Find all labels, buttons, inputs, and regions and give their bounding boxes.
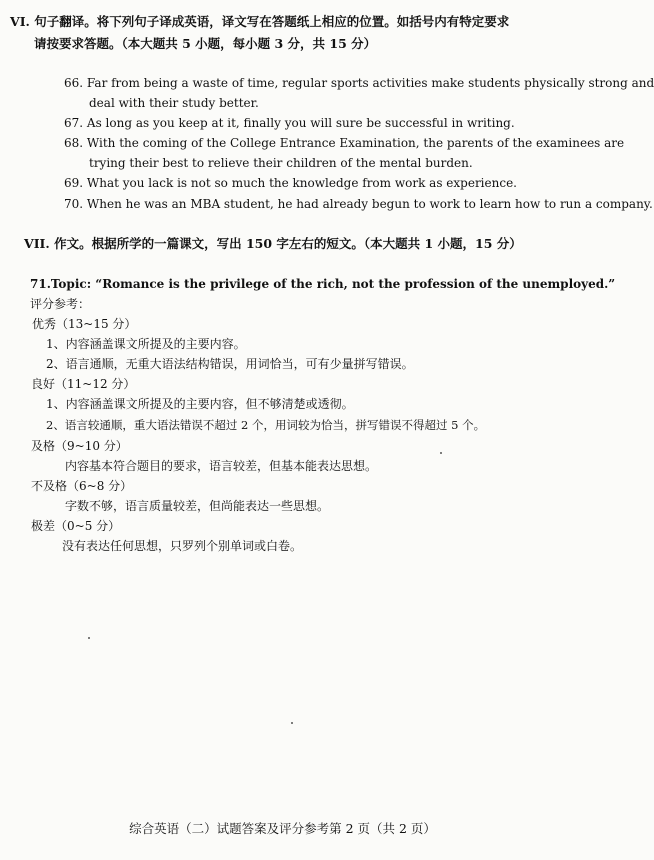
page-footer: 综合英语（二）试题答案及评分参考第 2 页（共 2 页） [129,821,436,836]
item-68-line2: trying their best to relieve their children of the mental burden. [89,156,473,170]
item-68-line1: 68. With the coming of the College Entrance Examination, the parents of the examinees are [64,136,625,150]
grade-good-criterion-1: 1、内容涵盖课文所提及的主要内容，但不够清楚或透彻。 [46,397,354,411]
grade-poor: 极差（0~5 分） [31,519,121,533]
scan-speck [440,452,442,454]
scan-speck [88,637,90,639]
grade-fail-criterion: 字数不够，语言质量较差，但尚能表达一些思想。 [65,499,330,513]
item-66-line2: deal with their study better. [89,96,259,110]
item-70: 70. When he was an MBA student, he had already begun to work to learn how to run a company. [64,197,653,211]
grade-good-criterion-2: 2、语言较通顺，重大语法错误不超过 2 个，用词较为恰当，拼写错误不得超过 5 个。 [46,418,486,432]
item-66-line1: 66. Far from being a waste of time, regular sports activities make students physically strong and [64,76,654,90]
section6-title-line1: VI. 句子翻译。将下列句子译成英语，译文写在答题纸上相应的位置。如括号内有特定要求 [10,14,510,29]
item-69: 69. What you lack is not so much the knowledge from work as experience. [64,176,517,190]
grade-pass-criterion: 内容基本符合题目的要求，语言较差，但基本能表达思想。 [65,459,378,473]
section7-title: VII. 作文。根据所学的一篇课文，写出 150 字左右的短文。（本大题共 1 小题，15 分） [24,236,522,251]
grade-poor-criterion: 没有表达任何思想，只罗列个别单词或白卷。 [62,539,303,553]
grade-excellent-criterion-1: 1、内容涵盖课文所提及的主要内容。 [46,337,246,351]
item-67: 67. As long as you keep at it, finally you will sure be successful in writing. [64,116,515,130]
grade-fail: 不及格（6~8 分） [31,479,133,493]
essay-topic: 71.Topic: “Romance is the privilege of the rich, not the profession of the unemployed.” [30,277,616,291]
grade-pass: 及格（9~10 分） [31,439,128,453]
reference-label: 评分参考： [30,297,91,311]
grade-good: 良好（11~12 分） [31,377,136,391]
section6-title-line2: 请按要求答题。（本大题共 5 小题，每小题 3 分，共 15 分） [34,36,377,51]
grade-excellent-criterion-2: 2、语言通顺，无重大语法结构错误，用词恰当，可有少量拼写错误。 [46,357,414,371]
scan-speck [291,722,293,724]
grade-excellent: 优秀（13~15 分） [32,317,137,331]
